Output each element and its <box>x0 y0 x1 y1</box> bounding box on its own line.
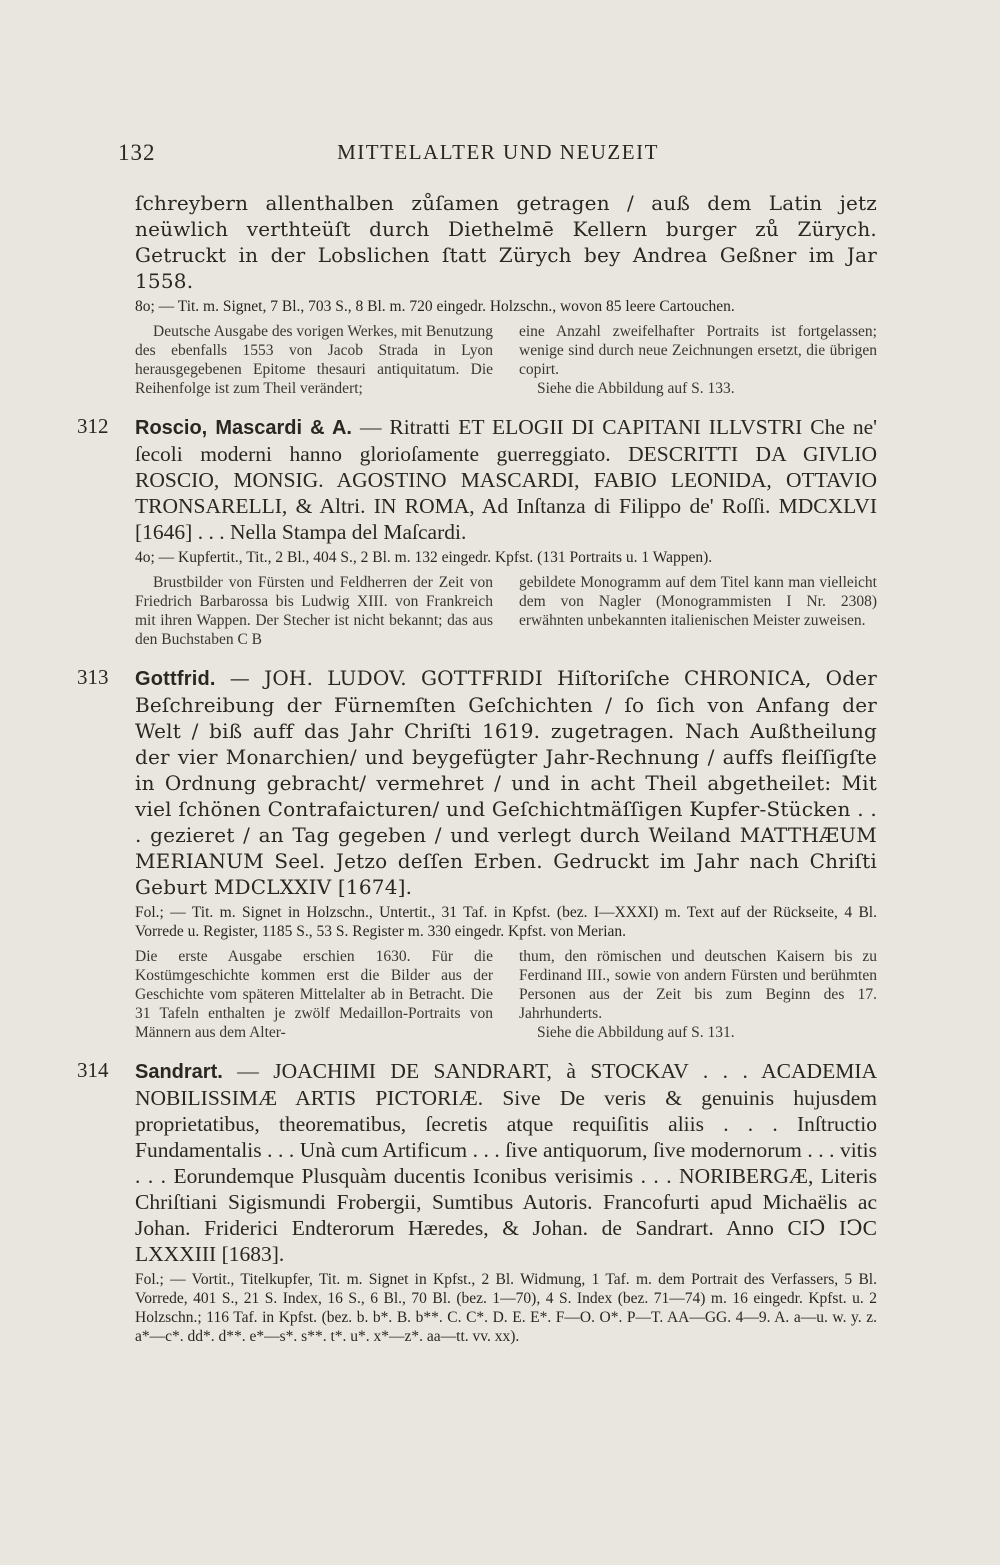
commentary-left-column <box>135 322 493 398</box>
entry-title: ſchreybern allenthalben zůſamen getragen / auß dem Latin jetz neüwlich verthteüſt durch Diethelmē Kellern burger zů Zürych. Getruckt in der Lobslichen ſtatt Zürych bey Andrea Geßner im Jar 1558. <box>135 191 877 293</box>
figure-reference: Siehe die Abbildung auf S. 131. <box>537 1024 735 1041</box>
entry-continuation <box>135 190 877 398</box>
commentary-text: thum, den römischen und deutschen Kaisern bis zu Ferdinand III., sowie von andern Fürsten und berühmten Personen aus der Zeit bis zum Beginn des 17. Jahrhunderts. <box>519 948 877 1022</box>
entry-title-text: — Ritratti ET ELOGII DI CAPITANI ILLVSTRI Che ne' ſecoli moderni hanno glorioſamente guerreggiato. DESCRITTI DA GIVLIO ROSCIO, MONSIG. AGOSTINO MASCARDI, FABIO LEONIDA, OTTAVIO TRONSARELLI, & Altri. IN ROMA, Ad Inſtanza di Filippo de' Roſſi. MDCXLVI [1646] . . . Nella Stampa del Maſcardi. <box>135 415 877 544</box>
page-number: 132 <box>118 140 156 165</box>
entry-commentary <box>135 947 877 1042</box>
entry-title <box>135 414 877 545</box>
entry-description: 8o; — Tit. m. Signet, 7 Bl., 703 S., 8 Bl. m. 720 eingedr. Holzschn., wovon 85 leere Cartouchen. <box>135 298 735 315</box>
entry-title <box>135 665 877 900</box>
catalog-entry <box>77 665 878 1042</box>
commentary-text: Deutsche Ausgabe des vorigen Werkes, mit Benutzung des ebenfalls 1553 von Jacob Strada in Lyon herausgegebenen Epitome thesauri antiquitatum. Die Reihenfolge ist zum Theil verändert; <box>135 323 493 397</box>
commentary-text: gebildete Monogramm auf dem Titel kann man vielleicht dem von Nagler (Monogrammisten I Nr. 2308) erwähnten unbekannten italienischen Meister zuweisen. <box>519 574 877 629</box>
figure-reference: Siehe die Abbildung auf S. 133. <box>537 380 735 397</box>
entry-number: 312 <box>77 414 109 438</box>
commentary-right-column <box>519 947 877 1042</box>
entry-description: Fol.; — Vortit., Titelkupfer, Tit. m. Signet in Kpfst., 2 Bl. Widmung, 1 Taf. m. dem Portrait des Verfassers, 5 Bl. Vorrede, 401 S., 21 S. Index, 16 S., 6 Bl., 70 Bl. (bez. 1—70), 4 S. Index (bez. 71—74) m. 16 eingedr. Kpfst. u. 2 Holzschn.; 116 Taf. in Kpfst. (bez. b. b*. B. b**. C. C*. D. E. E*. F—O. O*. P—T. AA—GG. 4—9. A. a—u. w. y. z. a*—c*. dd*. d**. e*—s*. s**. t*. u*. x*—z*. aa—tt. vv. xx). <box>135 1271 877 1345</box>
commentary-right-column <box>519 573 877 649</box>
entry-heading: Gottfrid. <box>135 668 216 690</box>
entry-number: 314 <box>77 1058 109 1082</box>
page-header <box>118 140 878 170</box>
entry-heading: Roscio, Mascardi & A. <box>135 417 352 439</box>
commentary-text: Brustbilder von Fürsten und Feldherren der Zeit von Friedrich Barbarossa bis Ludwig XIII. von Frankreich mit ihren Wappen. Der Stecher ist nicht bekannt; das aus den Buchstaben C B <box>135 574 493 648</box>
entry-number: 313 <box>77 665 109 689</box>
commentary-left-column <box>135 573 493 649</box>
entry-title-text: — JOH. LUDOV. GOTTFRIDI Hiſtoriſche CHRONICA, Oder Beſchreibung der Fürnemſten Geſchichten / ſo ſich von Anfang der Welt / biß auff das Jahr Chriſti 1619. zugetragen. Nach Außtheilung der vier Monarchien/ und beygefügter Jahr-Rechnung / auffs fleiſſigſte in Ordnung gebracht/ vermehret / und in acht Theil abgetheilet: Mit viel ſchönen Contrafaicturen/ und Geſchichtmäſſigen Kupfer-Stücken . . . gezieret / an Tag gegeben / und verlegt durch Weiland MATTHÆUM MERIANUM Seel. Jetzo deſſen Erben. Gedruckt im Jahr nach Chriſti Geburt MDCLXXIV [1674]. <box>135 666 878 899</box>
commentary-text: eine Anzahl zweifelhafter Portraits ist fortgelassen; wenige sind durch neue Zeichnungen ersetzt, die übrigen copirt. <box>519 323 877 378</box>
entry-description: 4o; — Kupfertit., Tit., 2 Bl., 404 S., 2 Bl. m. 132 eingedr. Kpfst. (131 Portraits u. 1 Wappen). <box>135 549 713 566</box>
entry-commentary <box>135 573 877 649</box>
entry-title <box>135 1058 877 1267</box>
catalog-entry <box>77 414 877 649</box>
entry-heading: Sandrart. <box>135 1061 223 1083</box>
running-title: MITTELALTER UND NEUZEIT <box>337 140 659 164</box>
commentary-left-column <box>135 947 493 1042</box>
page-content <box>77 190 878 1350</box>
commentary-text: Die erste Ausgabe erschien 1630. Für die Kostümgeschichte kommen erst die Bilder aus der Geschichte vom späteren Mittelalter ab in Betracht. Die 31 Tafeln enthalten je zwölf Medaillon-Portraits von Männern aus dem Alter- <box>135 948 493 1041</box>
entry-commentary <box>135 322 877 398</box>
catalog-entry <box>77 1058 878 1346</box>
commentary-right-column <box>519 322 877 398</box>
entry-description: Fol.; — Tit. m. Signet in Holzschn., Untertit., 31 Taf. in Kpfst. (bez. I—XXXI) m. Text auf der Rückseite, 4 Bl. Vorrede u. Register, 1185 S., 53 S. Register m. 330 eingedr. Kpfst. von Merian. <box>135 904 877 940</box>
entry-title-text: — JOACHIMI DE SANDRART, à STOCKAV . . . ACADEMIA NOBILISSIMÆ ARTIS PICTORIÆ. Sive De veris & genuinis hujusdem proprietatibus, theorematibus, ſecretis atque requiſitis aliis . . . Inſtructio Fundamentalis . . . Unà cum Artificum . . . ſive antiquorum, ſive modernorum . . . vitis . . . Eorundemque Plusquàm ducentis Iconibus verisimis . . . NORIBERGÆ, Literis Chriſtiani Sigismundi Frobergii, Sumtibus Autoris. Francofurti apud Michaëlis ac Johan. Friderici Endterorum Hæredes, & Johan. de Sandrart. Anno CIↃ IↃC LXXXIII [1683]. <box>135 1059 878 1266</box>
